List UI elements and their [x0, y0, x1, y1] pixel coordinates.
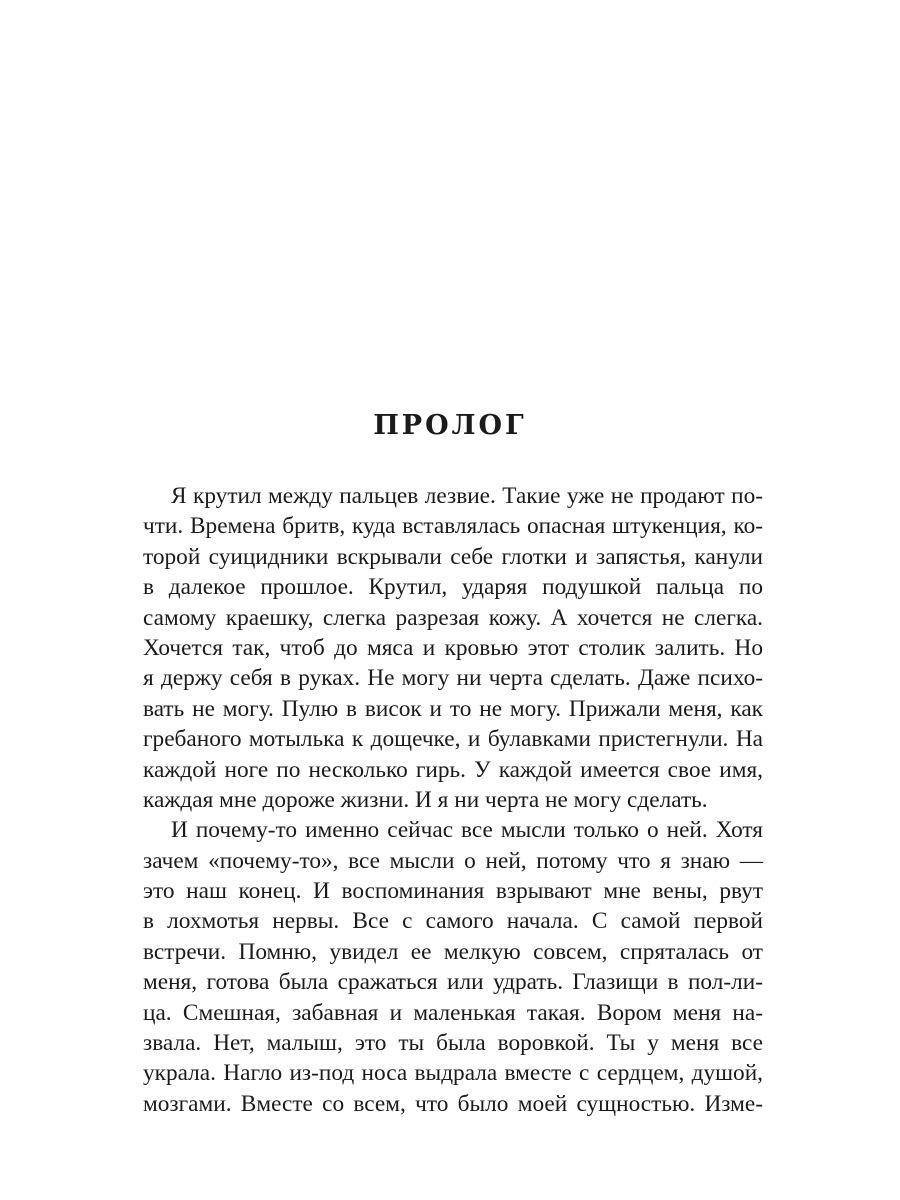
text-line: встречи. Помню, увидел ее мелкую совсем, спряталась от	[143, 938, 763, 965]
text-line: торой суицидники вскрывали себе глотки и запястья, канули	[143, 543, 763, 570]
text-line: чти. Времена бритв, куда вставлялась опасная штукенция, ко-	[143, 513, 763, 540]
text-line: каждая мне дороже жизни. И я ни черта не могу сделать.	[143, 786, 708, 813]
text-line: украла. Нагло из-под носа выдрала вместе с сердцем, душой,	[143, 1060, 763, 1087]
text-line: это наш конец. И воспоминания взрывают мне вены, рвут	[143, 878, 763, 905]
text-line: я держу себя в руках. Не могу ни черта сделать. Даже психо-	[143, 665, 763, 692]
text-line: в лохмотья нервы. Все с самого начала. С самой первой	[143, 908, 763, 935]
text-line: мозгами. Вместе со всем, что было моей сущностью. Изме-	[143, 1090, 763, 1117]
text-line: Я крутил между пальцев лезвие. Такие уже не продают по-	[171, 483, 763, 509]
text-line: самому краешку, слегка разрезая кожу. А хочется не слегка.	[143, 604, 763, 631]
text-line: зачем «почему-то», все мысли о ней, потому что я знаю —	[143, 847, 763, 874]
text-line: в далекое прошлое. Крутил, ударяя подушкой пальца по	[143, 574, 763, 601]
text-line: каждой ноге по несколько гирь. У каждой имеется свое имя,	[143, 756, 763, 783]
text-line: ца. Смешная, забавная и маленькая такая. Вором меня на-	[143, 999, 763, 1026]
chapter-title: ПРОЛОГ	[373, 410, 527, 441]
text-line: И почему-то именно сейчас все мысли только о ней. Хотя	[171, 817, 763, 844]
text-line: звала. Нет, малыш, это ты была воровкой. Ты у меня все	[143, 1030, 763, 1057]
text-line: меня, готова была сражаться или удрать. Глазищи в пол-ли-	[143, 969, 763, 996]
text-line: Хочется так, чтоб до мяса и кровью этот столик залить. Но	[143, 634, 763, 661]
body-text	[143, 481, 763, 1119]
text-line: вать не могу. Пулю в висок и то не могу. Прижали меня, как	[143, 695, 763, 722]
text-line: гребаного мотылька к дощечке, и булавками пристегнули. На	[143, 726, 763, 753]
